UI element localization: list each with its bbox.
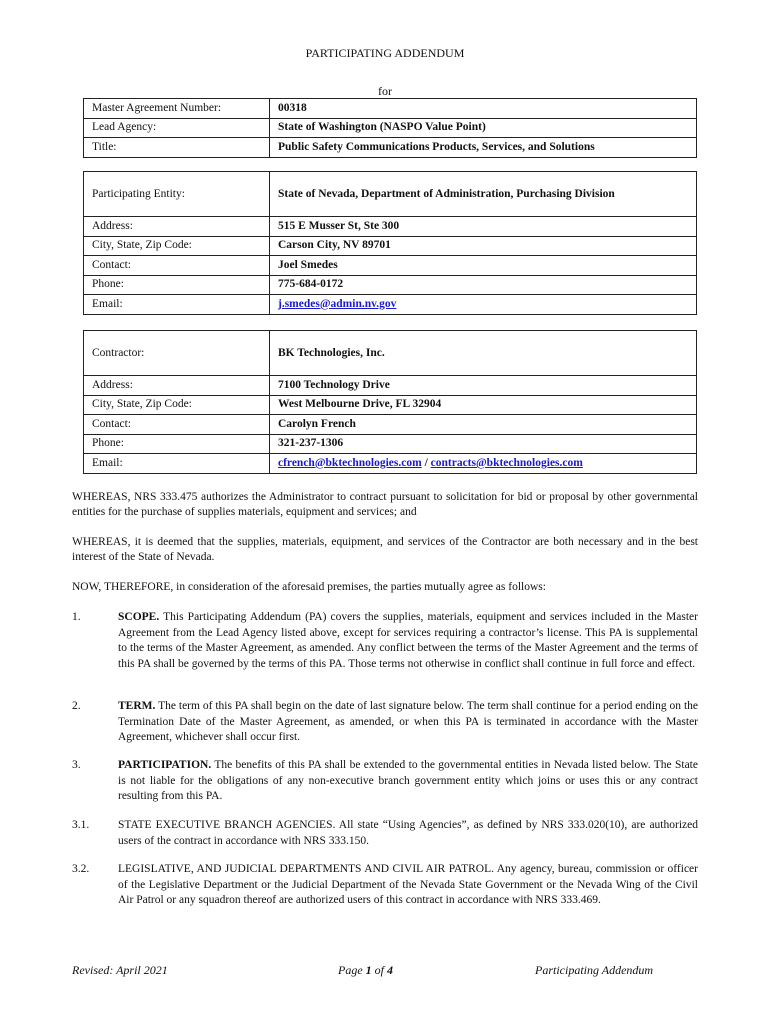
item-participation bbox=[118, 758, 698, 805]
table-row bbox=[84, 99, 697, 119]
contractor-email-label: Email: bbox=[84, 454, 270, 474]
table-row bbox=[84, 395, 697, 415]
whereas-paragraph-2: WHEREAS, it is deemed that the supplies, materials, equipment, and services of the Contractor are both necessary and in the best interest of the State of Nevada. bbox=[72, 536, 698, 563]
item-number: 2. bbox=[72, 700, 81, 712]
item-number: 3.2. bbox=[72, 863, 90, 875]
page-current: 1 bbox=[365, 963, 372, 977]
table-row bbox=[84, 376, 697, 396]
item-heading: PARTICIPATION. bbox=[118, 759, 212, 771]
item-number: 3. bbox=[72, 759, 81, 771]
document-for-line: for bbox=[378, 84, 392, 98]
page-of: of bbox=[371, 963, 387, 977]
participating-entity-table bbox=[83, 171, 697, 315]
title-label: Title: bbox=[84, 138, 270, 158]
table-row bbox=[84, 172, 697, 217]
entity-address-value: 515 E Musser St, Ste 300 bbox=[270, 217, 697, 237]
lead-agency-value: State of Washington (NASPO Value Point) bbox=[270, 118, 697, 138]
contractor-phone-value: 321-237-1306 bbox=[270, 434, 697, 454]
table-row bbox=[84, 217, 697, 237]
master-agreement-number-label: Master Agreement Number: bbox=[84, 99, 270, 119]
item-text: The term of this PA shall begin on the date of last signature below. The term shall continue for a period ending on the Termination Date of the Master Agreement, as amended, or when this PA is terminated in accordance with the Master Agreement, whichever shall occur first. bbox=[118, 700, 698, 743]
footer-title: Participating Addendum bbox=[535, 963, 654, 977]
item-text: LEGISLATIVE, AND JUDICIAL DEPARTMENTS AND CIVIL AIR PATROL. Any agency, bureau, commission or officer of the Legislative Department or the Judicial Department of the Nevada State Government or the Nevada Wing of the Civil Air Patrol or any squadron thereof are authorized users of this contract in accordance with NRS 333.469. bbox=[118, 863, 698, 906]
master-agreement-table bbox=[83, 98, 697, 158]
contractor-city-value: West Melbourne Drive, FL 32904 bbox=[270, 395, 697, 415]
table-row bbox=[84, 118, 697, 138]
contractor-table bbox=[83, 330, 697, 474]
contractor-city-label: City, State, Zip Code: bbox=[84, 395, 270, 415]
table-row bbox=[84, 236, 697, 256]
master-agreement-number-value: 00318 bbox=[270, 99, 697, 119]
entity-email-label: Email: bbox=[84, 295, 270, 315]
page-prefix: Page bbox=[338, 963, 366, 977]
item-text: The benefits of this PA shall be extended to the governmental entities in Nevada listed below. The State is not liable for the obligations of any non-executive branch government entity which joins or uses this or any contract resulting from this PA. bbox=[118, 759, 698, 802]
entity-email-link[interactable]: j.smedes@admin.nv.gov bbox=[278, 297, 397, 310]
table-row bbox=[84, 275, 697, 295]
now-therefore-paragraph: NOW, THEREFORE, in consideration of the aforesaid premises, the parties mutually agree as follows: bbox=[72, 581, 546, 593]
table-row bbox=[84, 138, 697, 158]
entity-phone-value: 775-684-0172 bbox=[270, 275, 697, 295]
item-number: 1. bbox=[72, 611, 81, 623]
entity-address-label: Address: bbox=[84, 217, 270, 237]
entity-contact-label: Contact: bbox=[84, 256, 270, 276]
item-heading: TERM. bbox=[118, 700, 156, 712]
table-row bbox=[84, 331, 697, 376]
table-row bbox=[84, 295, 697, 315]
entity-city-value: Carson City, NV 89701 bbox=[270, 236, 697, 256]
entity-city-label: City, State, Zip Code: bbox=[84, 236, 270, 256]
participating-entity-value: State of Nevada, Department of Administration, Purchasing Division bbox=[270, 172, 697, 217]
participating-entity-label: Participating Entity: bbox=[84, 172, 270, 217]
contractor-value: BK Technologies, Inc. bbox=[270, 331, 697, 376]
whereas-paragraph-1: WHEREAS, NRS 333.475 authorizes the Administrator to contract pursuant to solicitation for bid or proposal by other governmental entities for the purchase of supplies materials, equipment and services; and bbox=[72, 491, 698, 518]
contractor-email-link-1[interactable]: cfrench@bktechnologies.com bbox=[278, 456, 422, 469]
contractor-address-label: Address: bbox=[84, 376, 270, 396]
item-scope bbox=[118, 610, 698, 672]
table-row bbox=[84, 415, 697, 435]
item-heading: SCOPE. bbox=[118, 611, 160, 623]
contractor-email-link-2[interactable]: contracts@bktechnologies.com bbox=[430, 456, 583, 469]
table-row bbox=[84, 454, 697, 474]
page-total: 4 bbox=[387, 963, 393, 977]
footer-page-number bbox=[338, 963, 393, 978]
document-title: PARTICIPATING ADDENDUM bbox=[305, 46, 465, 60]
item-number: 3.1. bbox=[72, 819, 90, 831]
item-text: STATE EXECUTIVE BRANCH AGENCIES. All state “Using Agencies”, as defined by NRS 333.020(10), are authorized users of the contract in accordance with NRS 333.150. bbox=[118, 819, 698, 847]
item-legislative bbox=[118, 862, 698, 909]
contractor-email-cell bbox=[270, 454, 697, 474]
contractor-contact-label: Contact: bbox=[84, 415, 270, 435]
item-term bbox=[118, 699, 698, 746]
title-value: Public Safety Communications Products, Services, and Solutions bbox=[270, 138, 697, 158]
entity-contact-value: Joel Smedes bbox=[270, 256, 697, 276]
table-row bbox=[84, 434, 697, 454]
item-state-executive bbox=[118, 818, 698, 849]
contractor-label: Contractor: bbox=[84, 331, 270, 376]
entity-email-cell bbox=[270, 295, 697, 315]
contractor-phone-label: Phone: bbox=[84, 434, 270, 454]
lead-agency-label: Lead Agency: bbox=[84, 118, 270, 138]
contractor-contact-value: Carolyn French bbox=[270, 415, 697, 435]
footer-revised: Revised: April 2021 bbox=[72, 963, 168, 977]
item-text: This Participating Addendum (PA) covers the supplies, materials, equipment and services included in the Master Agreement from the Lead Agency listed above, except for services requiring a contractor’s license. This PA is supplemental to the terms of the Master Agreement, as amended. Any conflict between the terms of the Master Agreement and the terms of this PA shall be governed by the terms of this PA. Those terms not otherwise in conflict shall continue in full force and effect. bbox=[118, 611, 698, 670]
contractor-address-value: 7100 Technology Drive bbox=[270, 376, 697, 396]
entity-phone-label: Phone: bbox=[84, 275, 270, 295]
email-separator: / bbox=[421, 456, 431, 469]
table-row bbox=[84, 256, 697, 276]
